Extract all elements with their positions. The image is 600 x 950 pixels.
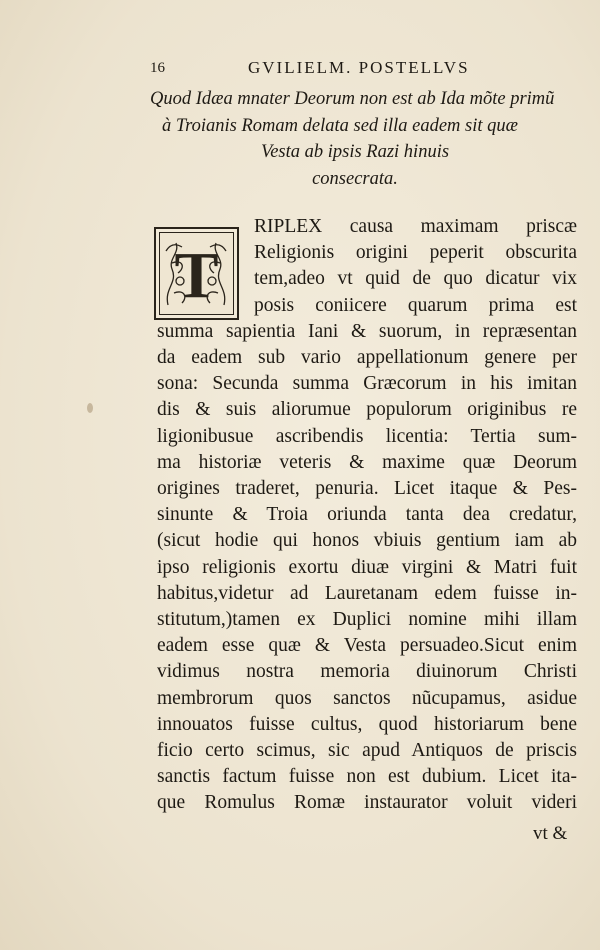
text-line: sona: Secunda summa Græcorum in his imitan	[157, 373, 577, 395]
text-line: ficio certo scimus, sic apud Antiquos de priscis	[157, 740, 577, 762]
text-line: dis & suis aliorumue populorum originibus re	[157, 399, 577, 421]
text-line: vidimus nostra memoria diuinorum Christi	[157, 661, 577, 683]
text-line: eadem esse quæ & Vesta persuadeo.Sicut enim	[157, 635, 577, 657]
text-line: origines traderet, penuria. Licet itaque & Pes-	[157, 478, 577, 500]
text-line: stitutum,)tamen ex Duplici nomine mihi illam	[157, 609, 577, 631]
title-line: à Troianis Romam delata sed illa eadem sit quæ	[162, 115, 518, 136]
text-line: RIPLEX causa maximam priscæ	[254, 216, 577, 237]
title-line: consecrata.	[312, 168, 398, 189]
text-line: que Romulus Romæ instaurator voluit videri	[157, 792, 577, 814]
text-line: tem,adeo vt quid de quo dicatur vix	[254, 268, 577, 290]
text-line: sanctis factum fuisse non est dubium. Licet ita-	[157, 766, 577, 788]
text-line: ligionibusue ascribendis licentia: Tertia sum-	[157, 425, 577, 447]
body-text	[157, 214, 577, 817]
paper-stain	[87, 403, 93, 413]
text-line: posis coniicere quarum prima est	[254, 294, 577, 316]
page-number: 16	[150, 60, 165, 76]
text-line: ma historiæ veteris & maxime quæ Deorum	[157, 451, 577, 473]
text-line: da eadem sub vario appellationum genere per	[157, 347, 577, 369]
title-line: Quod Idæa mnater Deorum non est ab Ida mõte primũ	[150, 89, 555, 109]
text-line: innouatos fuisse cultus, quod historiarum bene	[157, 713, 577, 735]
chapter-title	[150, 86, 560, 192]
text-line: membrorum quos sanctos nũcupamus, asidue	[157, 687, 577, 709]
text-line: sinunte & Troia oriunda tanta dea credatur,	[157, 504, 577, 526]
text-line: habitus,videtur ad Lauretanam edem fuisse in-	[157, 582, 577, 604]
text-line: ipso religionis exortu diuæ virgini & Matri fuit	[157, 556, 577, 578]
text-line: (sicut hodie qui honos vbiuis gentium iam ab	[157, 530, 577, 552]
title-line: Vesta ab ipsis Razi hinuis	[260, 142, 450, 162]
page-header	[150, 58, 530, 82]
text-line: summa sapientia Iani & suorum, in repræsentan	[157, 320, 577, 342]
text-line: Religionis origini peperit obscurita	[254, 242, 577, 264]
initial-glyph: T	[174, 239, 219, 312]
running-title: GVILIELM. POSTELLVS	[248, 58, 470, 77]
catchword: vt &	[533, 823, 568, 844]
